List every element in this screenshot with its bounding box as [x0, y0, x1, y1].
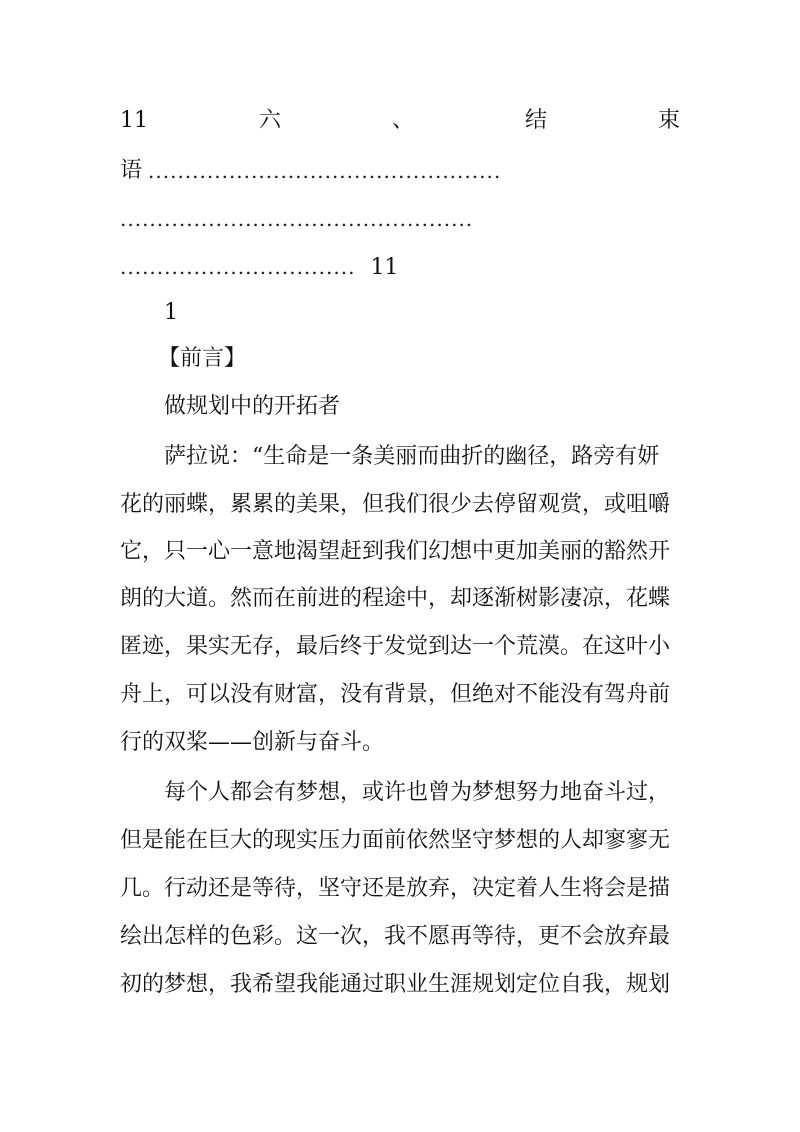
paragraph-1-line: 它，只一心一意地渴望赶到我们幻想中更加美丽的豁然开: [120, 539, 671, 564]
toc-entry-line-1: [120, 106, 680, 136]
paragraph-2-line: 但是能在巨大的现实压力面前依然坚守梦想的人却寥寥无: [120, 828, 671, 853]
toc-title-char: 束: [657, 108, 680, 133]
paragraph-1-line: 花的丽蝶，累累的美果，但我们很少去停留观赏，或咀嚼: [120, 492, 671, 517]
toc-title-char: 语: [120, 158, 143, 183]
paragraph-2-line: 初的梦想，我希望我能通过职业生涯规划定位自我，规划: [120, 972, 671, 997]
paragraph-1-line: 舟上，可以没有财富，没有背景，但绝对不能没有驾舟前: [120, 682, 671, 707]
toc-leader-dots: ................................................: [148, 159, 502, 183]
paragraph-1-line: 匿迹，果实无存，最后终于发觉到达一个荒漠。在这叶小: [120, 634, 671, 659]
paragraph-2-line: 绘出怎样的色彩。这一次，我不愿再等待，更不会放弃最: [120, 924, 671, 949]
paragraph-2-line: 几。行动还是等待，坚守还是放弃，决定着人生将会是描: [120, 876, 671, 901]
subtitle: 做规划中的开拓者: [164, 394, 341, 419]
toc-title-char: 结: [524, 108, 547, 133]
toc-title-char: 、: [391, 108, 414, 133]
paragraph-1-line: 行的双桨——创新与奋斗。: [120, 730, 385, 755]
toc-leader-dots: ................................: [120, 255, 356, 279]
preface-heading: 【前言】: [158, 346, 247, 371]
paragraph-1-line: 朗的大道。然而在前进的程途中，却逐渐树影凄凉，花蝶: [120, 586, 671, 611]
toc-entry-line-4: [120, 252, 680, 283]
toc-title-char: 六: [258, 108, 281, 133]
paragraph-2-line: 每个人都会有梦想，或许也曾为梦想努力地奋斗过，: [164, 780, 671, 805]
toc-entry-line-3: [120, 204, 680, 235]
page-number: 1: [164, 300, 178, 325]
toc-entry-page-left: 11: [120, 108, 148, 133]
toc-entry-line-2: [120, 156, 680, 186]
toc-leader-dots: ................................................: [120, 207, 474, 231]
paragraph-1-line: 萨拉说：“生命是一条美丽而曲折的幽径，路旁有妍: [164, 444, 660, 469]
toc-entry-page-right: 11: [370, 255, 399, 280]
